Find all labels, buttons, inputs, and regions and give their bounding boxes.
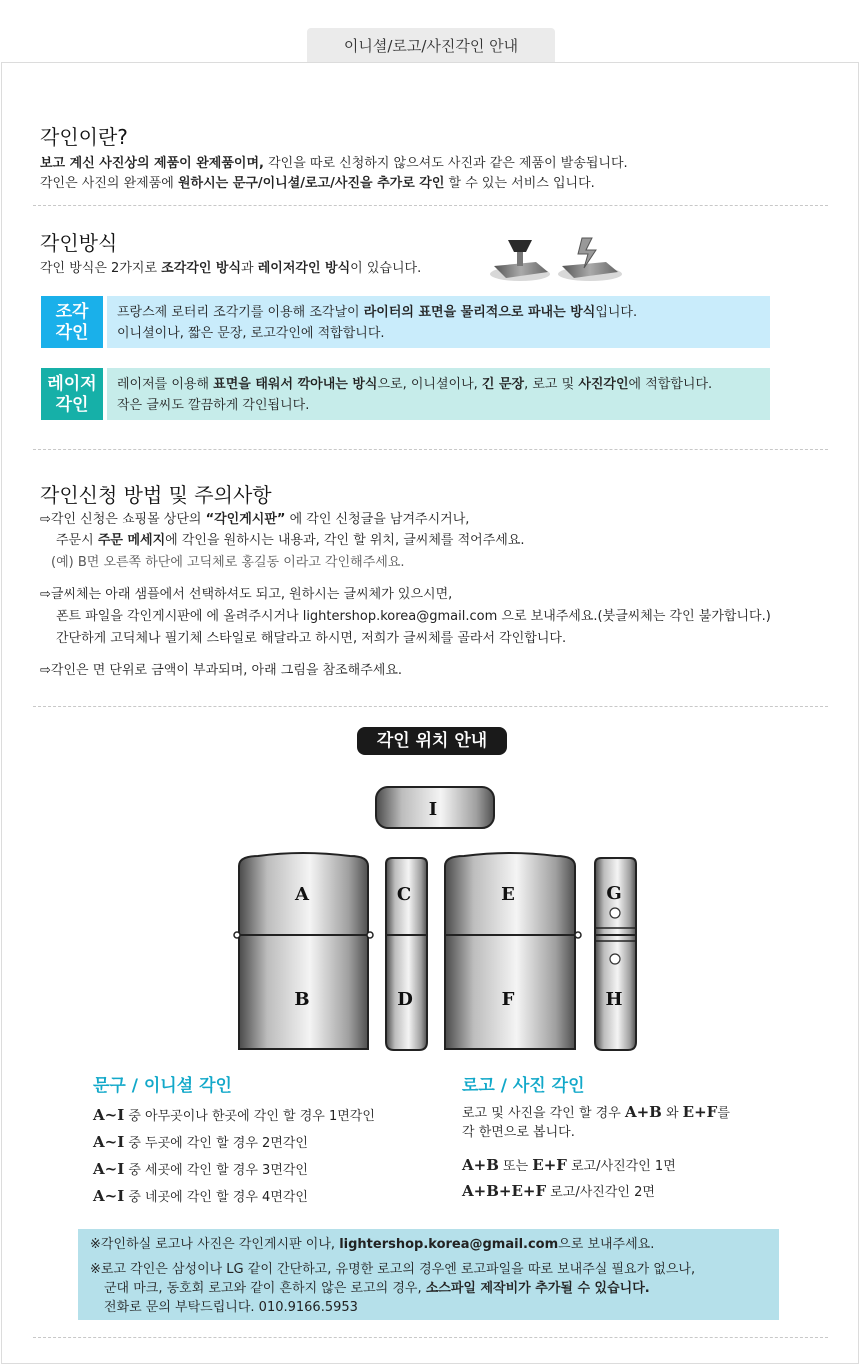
s1-line2: 각인은 사진의 완제품에 원하시는 문구/이니셜/로고/사진을 추가로 각인 할 수 있는 서비스 입니다.	[40, 176, 595, 191]
face-count-row: A~I 중 아무곳이나 한곳에 각인 할 경우 1면각인	[93, 1106, 375, 1124]
divider	[33, 449, 828, 450]
notice-line-4: 전화로 문의 부탁드립니다. 010.9166.5953	[104, 1300, 358, 1315]
label-E: E	[501, 884, 515, 905]
notice-box	[78, 1229, 779, 1320]
engraving-tools-illustration	[488, 232, 628, 287]
laser-description: 레이저를 이용해 표면을 태워서 깍아내는 방식으로, 이니셜이나, 긴 문장, 로고 및 사진각인에 적합합니다. 작은 글씨도 깔끔하게 각인됩니다.	[107, 368, 770, 420]
logo-rule-line-2: 각 한면으로 봅니다.	[462, 1125, 575, 1140]
font-line-2: 폰트 파일을 각인게시판에 에 올려주시거나 lightershop.korea@gmail.com 으로 보내주세요.(붓글씨체는 각인 불가합니다.)	[56, 609, 771, 624]
notice-line-1: ※각인하실 로고나 사진은 각인게시판 이나, lightershop.korea@gmail.com으로 보내주세요.	[90, 1237, 655, 1252]
apply-example: (예) B면 오른쪽 하단에 고딕체로 홍길동 이라고 각인해주세요.	[51, 555, 405, 570]
hinge-rivet-shape	[610, 908, 620, 918]
section-title-method: 각인방식	[40, 231, 118, 255]
arrow-icon: ⇨	[40, 512, 51, 527]
divider	[33, 706, 828, 707]
logo-photo-engraving-title: 로고 / 사진 각인	[462, 1076, 585, 1096]
logo-rule-1face: A+B 또는 E+F 로고/사진각인 1면	[462, 1156, 676, 1174]
s2-intro: 각인 방식은 2가지로 조각각인 방식과 레이저각인 방식이 있습니다.	[40, 261, 422, 276]
font-line-1: ⇨글씨체는 아래 샘플에서 선택하셔도 되고, 원하시는 글씨체가 있으시면,	[40, 587, 453, 602]
email-link[interactable]: lightershop.korea@gmail.com	[339, 1237, 559, 1252]
badge-laser: 레이저 각인	[41, 368, 103, 420]
text-initial-engraving-title: 문구 / 이니셜 각인	[93, 1076, 232, 1096]
label-D: D	[397, 989, 413, 1010]
section-title-what-is-engraving: 각인이란?	[40, 125, 128, 149]
notice-line-2: ※로고 각인은 삼성이나 LG 같이 간단하고, 유명한 로고의 경우엔 로고파일을 따로 보내주실 필요가 없으나,	[90, 1262, 696, 1277]
divider	[33, 1337, 828, 1338]
apply-line-2: 주문시 주문 메세지에 각인을 원하시는 내용과, 각인 할 위치, 글씨체를 적어주세요.	[56, 533, 525, 548]
face-count-row: A~I 중 네곳에 각인 할 경우 4면각인	[93, 1187, 308, 1205]
label-A: A	[295, 884, 309, 905]
arrow-icon: ⇨	[40, 663, 51, 678]
font-line-3: 간단하게 고딕체나 필기체 스타일로 해달라고 하시면, 저희가 글씨체를 골라서 각인합니다.	[56, 631, 567, 646]
notice-line-3: 군대 마크, 동호회 로고와 같이 흔하지 않은 로고의 경우, 소스파일 제작비가 추가될 수 있습니다.	[104, 1281, 650, 1296]
rotary-cutter-shape	[508, 240, 532, 252]
pricing-line: ⇨각인은 면 단위로 금액이 부과되며, 아래 그림을 참조해주세요.	[40, 663, 403, 678]
carving-description: 프랑스제 로터리 조각기를 이용해 조각날이 라이터의 표면을 물리적으로 파내는 방식입니다. 이니셜이나, 짧은 문장, 로고각인에 적합합니다.	[107, 296, 770, 348]
s1-line1: 보고 계신 사진상의 제품이 완제품이며, 각인을 따로 신청하지 않으셔도 사진과 같은 제품이 발송됩니다.	[40, 156, 628, 171]
position-guide-label: 각인 위치 안내	[357, 727, 507, 755]
apply-line-1: ⇨각인 신청은 쇼핑몰 상단의 “각인게시판” 에 각인 신청글을 남겨주시거나,	[40, 512, 470, 527]
label-C: C	[396, 884, 412, 905]
lighter-position-diagram	[0, 780, 860, 1060]
arrow-icon: ⇨	[40, 587, 51, 602]
label-B: B	[294, 989, 310, 1010]
hinge-rivet-shape	[610, 954, 620, 964]
face-count-row: A~I 중 두곳에 각인 할 경우 2면각인	[93, 1133, 308, 1151]
label-G: G	[606, 883, 622, 904]
logo-rule-2face: A+B+E+F 로고/사진각인 2면	[462, 1182, 655, 1200]
tab-title: 이니셜/로고/사진각인 안내	[307, 28, 555, 62]
section-title-how-to-apply: 각인신청 방법 및 주의사항	[40, 483, 272, 507]
logo-rule-line-1: 로고 및 사진을 각인 할 경우 A+B 와 E+F를	[462, 1103, 730, 1121]
label-I: I	[428, 799, 438, 820]
face-count-row: A~I 중 세곳에 각인 할 경우 3면각인	[93, 1160, 308, 1178]
label-H: H	[605, 989, 623, 1010]
divider	[33, 205, 828, 206]
label-F: F	[501, 989, 515, 1010]
badge-carving: 조각 각인	[41, 296, 103, 348]
